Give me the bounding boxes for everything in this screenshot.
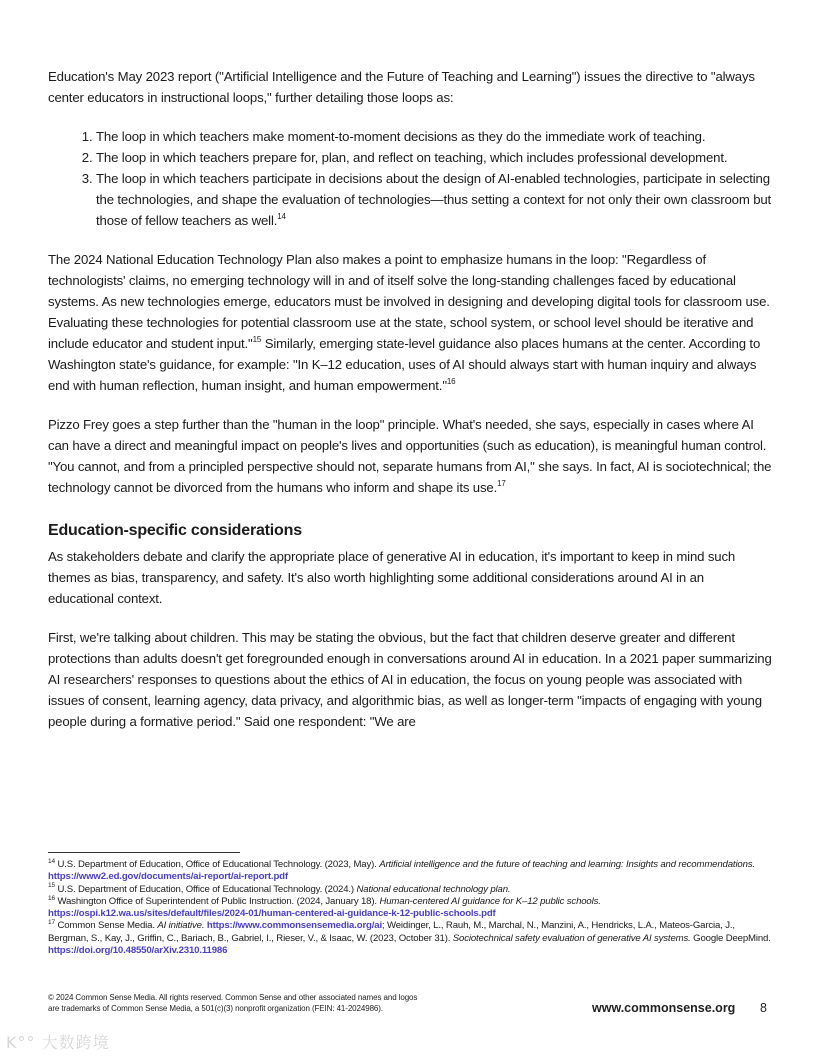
page-footer — [48, 993, 772, 1017]
footnote-ref-14[interactable]: 14 — [277, 211, 286, 221]
page-number: 8 — [760, 1001, 767, 1015]
footnote-15: $^{15}$ U.S. Department of Education, Office of Educational Technology. (2024.) National educational technology plan. — [48, 882, 511, 895]
footnote-16: $^{16}$ Washington Office of Superintendent of Public Instruction. (2024, January 18). Human-centered AI guidance for K–12 public schools. https://ospi.k12.wa.us/sites/default/files/2024-01/human-centered-ai-guidance-k-12-public-schools.pdf — [48, 894, 601, 920]
footnote-16-link[interactable]: https://ospi.k12.wa.us/sites/default/files/2024-01/human-centered-ai-guidance-k-12-public-schools.pdf — [48, 908, 496, 920]
pizzo-paragraph: Pizzo Frey goes a step further than the "human in the loop" principle. What's needed, she says, especially in cases where AI can have a direct and meaningful impact on people's lives and opportunities (such as education), is meaningful human control. "You cannot, and from a principled perspective should not, separate humans from AI," she says. In fact, AI is sociotechnical; the technology cannot be divorced from the humans who inform and shape its use.$^{17}$ — [48, 417, 772, 495]
footnote-14: $^{14}$ U.S. Department of Education, Office of Educational Technology. (2023, May). Artificial intelligence and the future of teaching and learning: Insights and recommendations. https://www2.ed.gov/documents/ai-report/ai-report.pdf — [48, 857, 755, 883]
footnotes — [48, 859, 772, 957]
netp-paragraph: The 2024 National Education Technology Plan also makes a point to emphasize humans in the loop: "Regardless of technologists' claims, no emerging technology will in and of itself solve the long-standing challenges faced by educational systems. As new technologies emerge, educators must be involved in designing and developing digital tools for classroom use. Evaluating these technologies for potential classroom use at the state, school system, or school level should be iterative and include educator and student input."$^{15}$ Similarly, emerging state-level guidance also places humans at the center. According to Washington state's guidance, for example: "In K–12 education, uses of AI should always start with human inquiry and always end with human reflection, human insight, and human empowerment."$^{16}$ — [48, 252, 770, 393]
list-item: 2. The loop in which teachers prepare for, plan, and reflect on teaching, which includes professional development. — [96, 147, 772, 168]
copyright-notice: © 2024 Common Sense Media. All rights reserved. Common Sense and other associated names and logos are trademarks of Common Sense Media, a 501(c)(3) nonprofit organization (FEIN: 41-2024986). — [48, 993, 418, 1013]
footnote-ref-15[interactable]: 15 — [252, 334, 262, 344]
watermark-logo: K°° 大数跨境 — [6, 1033, 110, 1052]
footnote-ref-17[interactable]: 17 — [497, 478, 506, 488]
instructional-loops-list — [48, 126, 772, 231]
site-url[interactable]: www.commonsense.org — [592, 1001, 736, 1015]
section-intro-paragraph: As stakeholders debate and clarify the appropriate place of generative AI in education, it's important to keep in mind such themes as bias, transparency, and safety. It's also worth highlighting some additional considerations around AI in an educational context. — [48, 549, 736, 606]
footnote-ref-16[interactable]: 16 — [446, 376, 456, 386]
page-content — [48, 66, 772, 750]
children-paragraph: First, we're talking about children. This may be stating the obvious, but the fact that children deserve greater and different protections than adults doesn't get foregrounded enough in conversations around AI in education. In a 2021 paper summarizing AI researchers' responses to questions about the ethics of AI in education, the focus on young people was associated with issues of consent, learning agency, data privacy, and algorithmic bias, as well as longer-term "impacts of engaging with young people during a formative period." Said one respondent: "We are — [48, 630, 772, 729]
footnote-17-link-doi[interactable]: https://doi.org/10.48550/arXiv.2310.11986 — [48, 945, 228, 957]
section-heading: Education-specific considerations — [48, 522, 302, 539]
footnote-17-link-csm[interactable]: https://www.commonsensemedia.org/ai — [206, 920, 382, 932]
footnote-14-link[interactable]: https://www2.ed.gov/documents/ai-report/ai-report.pdf — [48, 871, 288, 883]
intro-paragraph: Education's May 2023 report ("Artificial Intelligence and the Future of Teaching and Learning") issues the directive to "always center educators in instructional loops," further detailing those loops as: — [48, 69, 755, 105]
footnote-divider — [48, 852, 240, 853]
list-item: 3. The loop in which teachers participate in decisions about the design of AI-enabled technologies, participate in selecting the technologies, and shape the evaluation of technologies—thus setting a context for not only their own classroom but those of fellow teachers as well.$^{14}$ — [96, 168, 772, 231]
footnote-17: $^{17}$ Common Sense Media. AI initiative. https://www.commonsensemedia.org/ai; Weidinger, L., Rauh, M., Marchal, N., Manzini, A., Hendricks, L.A., Mateos-Garcia, J., Bergman, S., Kay, J., Griffin, C., Bariach, B., Gabriel, I., Rieser, V., & Isaac, W. (2023, October 31). Sociotechnical safety evaluation of generative AI systems. Google DeepMind. https://doi.org/10.48550/arXiv.2310.11986 — [48, 919, 771, 957]
list-item: 1. The loop in which teachers make moment-to-moment decisions as they do the immediate work of teaching. — [96, 126, 772, 147]
